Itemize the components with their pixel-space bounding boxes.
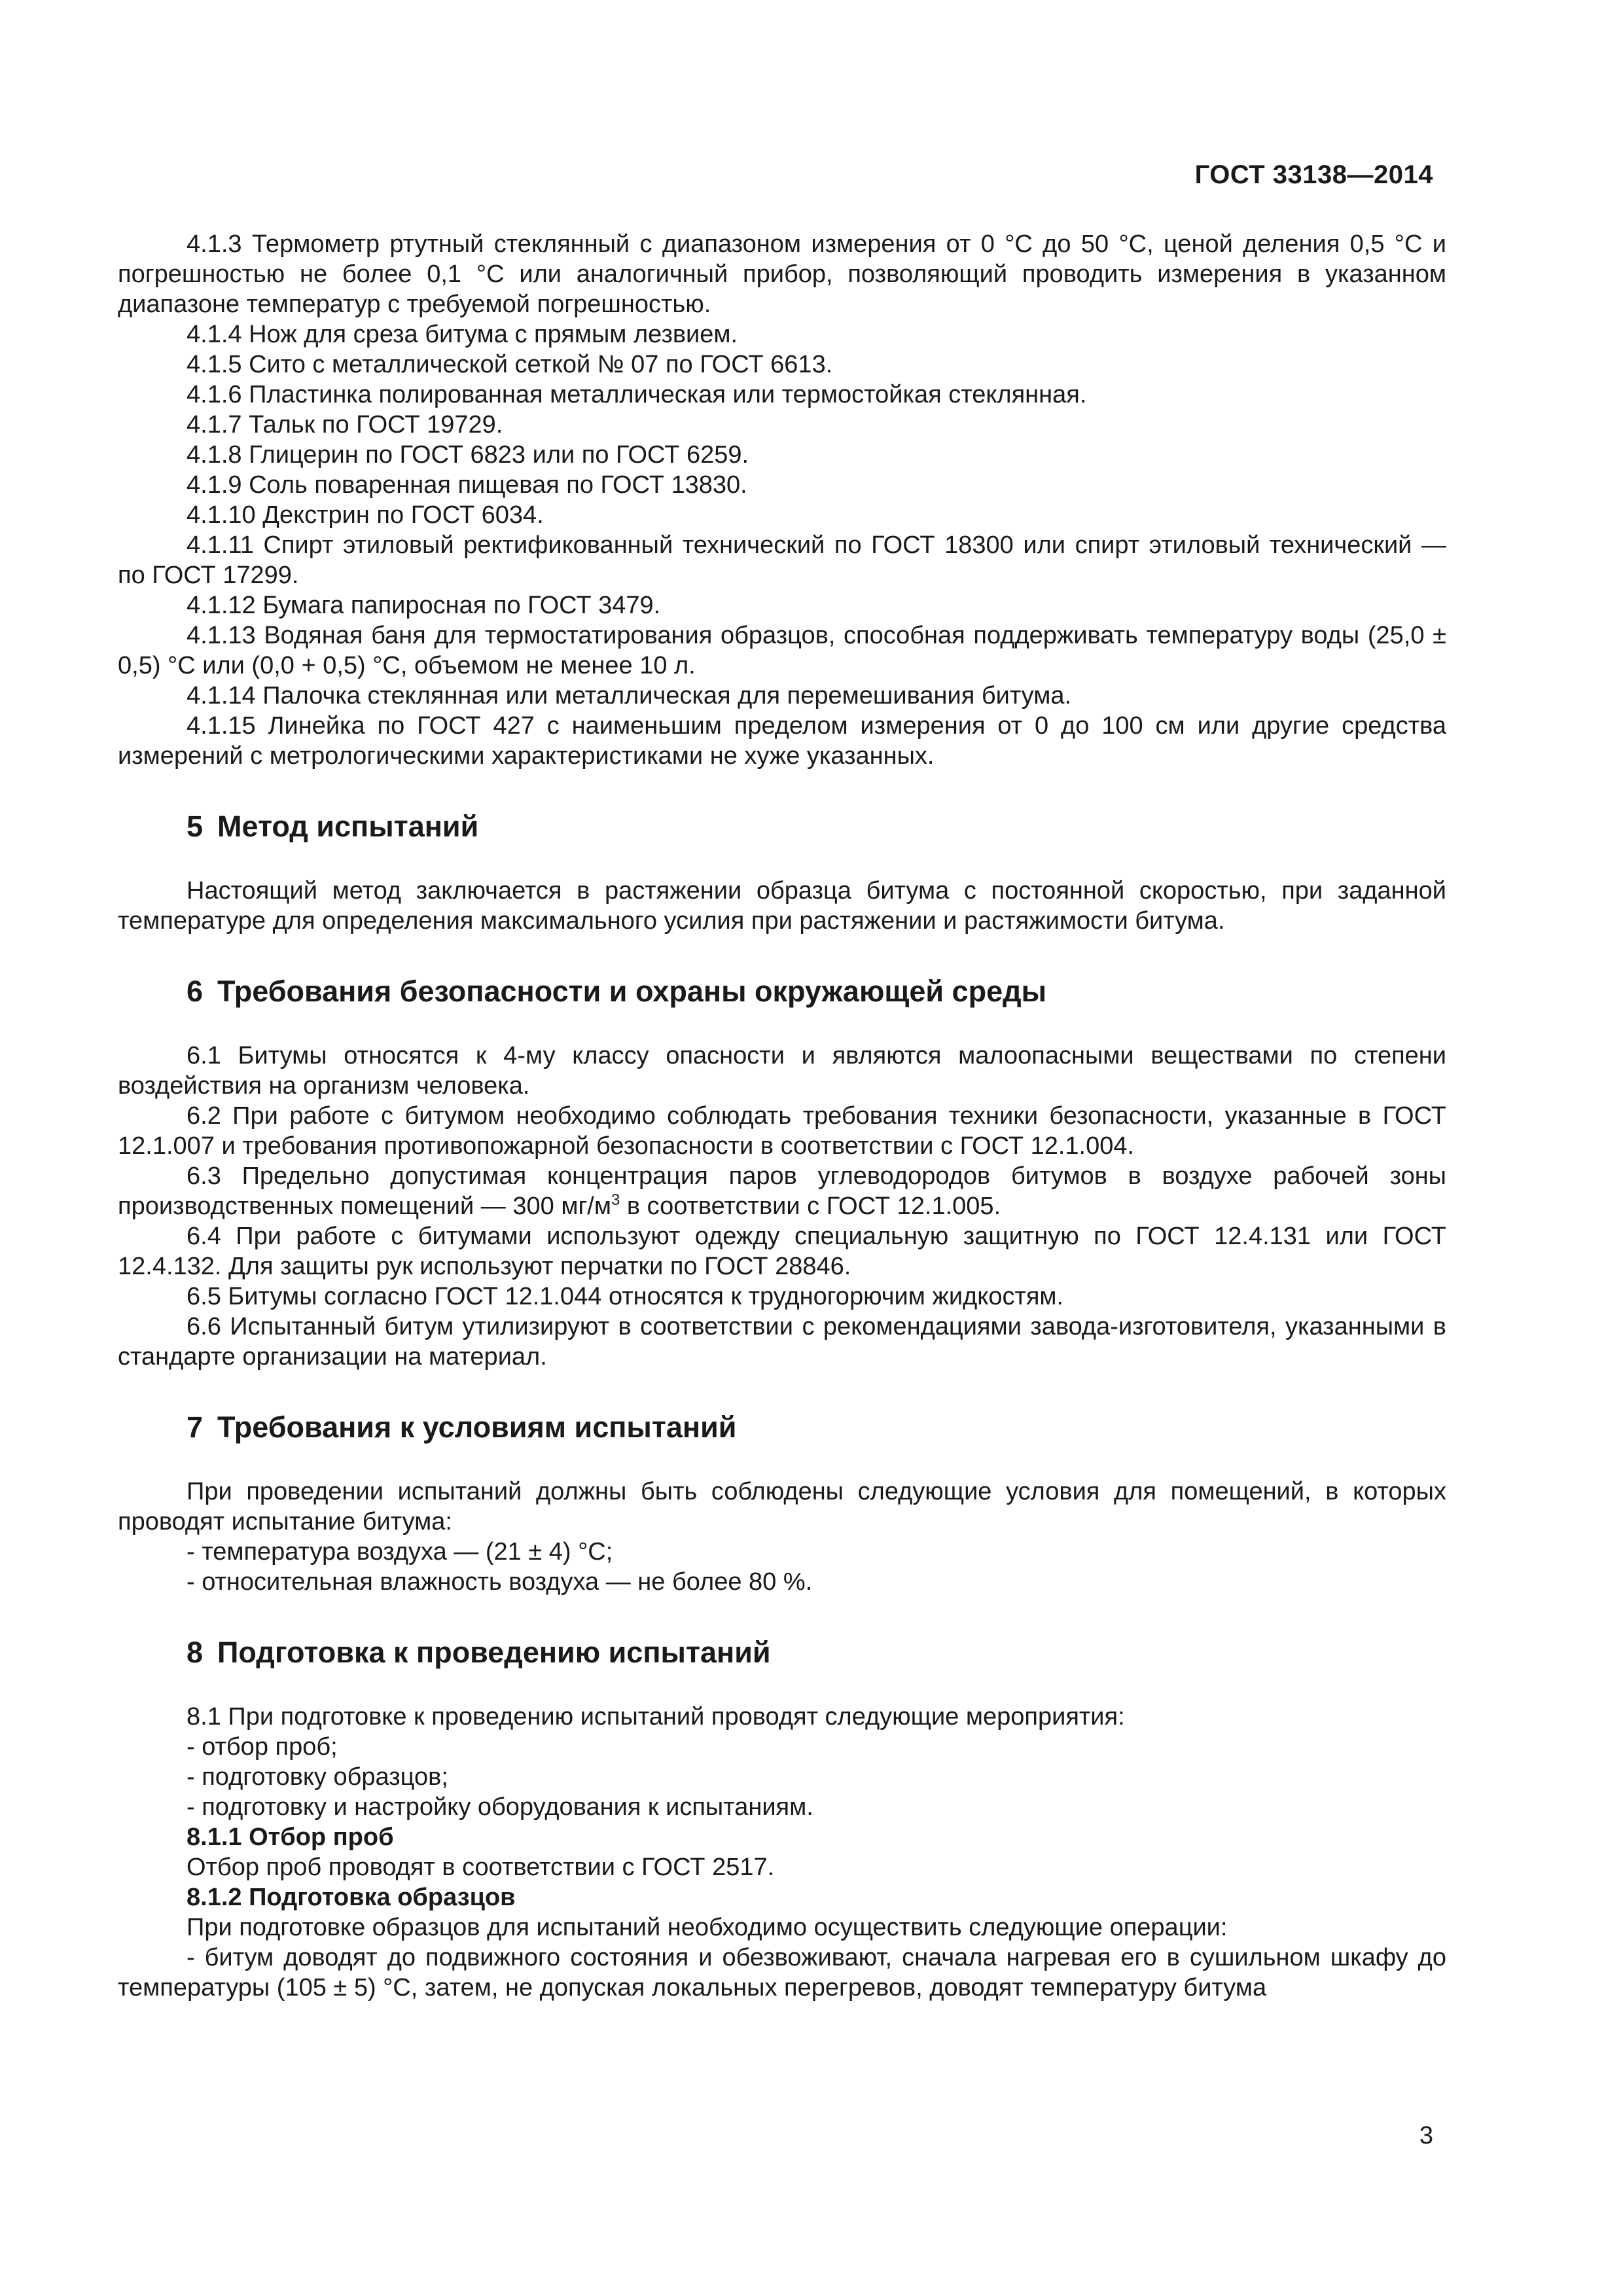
clause-6-1: 6.1 Битумы относятся к 4-му классу опасности и являются малоопасными веществами по степени воздействия на организм человека. — [118, 1042, 1446, 1100]
list-item: - относительная влажность воздуха — не более 80 %. — [187, 1568, 813, 1596]
clause-6-3-text: 6.3 Предельно допустимая концентрация паров углеводородов битумов в воздухе рабочей зоны производственных помещений — 300 мг/м — [118, 1162, 1446, 1220]
subsection-8-1-1-heading: 8.1.1 Отбор проб — [187, 1823, 394, 1851]
superscript: 3 — [611, 1191, 620, 1209]
clause-6-3 — [118, 1161, 1446, 1221]
clause-4-1-12: 4.1.12 Бумага папиросная по ГОСТ 3479. — [187, 592, 661, 619]
standard-code: ГОСТ 33138—2014 — [1194, 160, 1433, 189]
section-6-heading — [118, 974, 1446, 1009]
subsection-8-1-2-heading: 8.1.2 Подготовка образцов — [187, 1884, 516, 1911]
page-number: 3 — [1419, 2122, 1433, 2149]
clause-4-1-5: 4.1.5 Сито с металлической сеткой № 07 по ГОСТ 6613. — [187, 351, 833, 378]
clause-4-1-9: 4.1.9 Соль поваренная пищевая по ГОСТ 13830. — [187, 471, 747, 499]
subsection-8-1-1-text: Отбор проб проводят в соответствии с ГОСТ 2517. — [187, 1854, 775, 1881]
subsection-8-1-2-text: При подготовке образцов для испытаний необходимо осуществить следующие операции: — [187, 1914, 1228, 1941]
clause-4-1-6: 4.1.6 Пластинка полированная металлическая или термостойкая стеклянная. — [187, 381, 1087, 408]
clause-4-1-15: 4.1.15 Линейка по ГОСТ 427 с наименьшим пределом измерения от 0 до 100 см или другие средства измерений с метрологическими характеристиками не хуже указанных. — [118, 712, 1446, 770]
section-7-heading — [118, 1410, 1446, 1445]
clause-4-1-13: 4.1.13 Водяная баня для термостатирования образцов, способная поддерживать температуру воды (25,0 ± 0,5) °С или (0,0 + 0,5) °С, объемом не менее 10 л. — [118, 622, 1446, 679]
clause-6-5: 6.5 Битумы согласно ГОСТ 12.1.044 относятся к трудногорючим жидкостям. — [187, 1283, 1064, 1310]
clause-4-1-10: 4.1.10 Декстрин по ГОСТ 6034. — [187, 501, 544, 529]
list-item: - битум доводят до подвижного состояния и обезвоживают, сначала нагревая его в сушильном шкафу до температуры (105 ± 5) °С, затем, не допуская локальных перегревов, доводят температуру битума — [118, 1944, 1446, 2001]
section-7-paragraph: При проведении испытаний должны быть соблюдены следующие условия для помещений, в которых проводят испытание битума: — [118, 1478, 1446, 1535]
section-5-paragraph: Настоящий метод заключается в растяжении образца битума с постоянной скоростью, при заданной температуре для определения максимального усилия при растяжении и растяжимости битума. — [118, 877, 1446, 935]
section-title: Требования безопасности и охраны окружающей среды — [217, 975, 1047, 1008]
section-number: 7 — [187, 1410, 204, 1444]
clause-8-1: 8.1 При подготовке к проведению испытаний проводят следующие мероприятия: — [187, 1703, 1125, 1731]
section-number: 8 — [187, 1636, 204, 1669]
clause-6-4: 6.4 При работе с битумами используют одежду специальную защитную по ГОСТ 12.4.131 или ГОСТ 12.4.132. Для защиты рук используют перчатки по ГОСТ 28846. — [118, 1223, 1446, 1280]
clause-4-1-11: 4.1.11 Спирт этиловый ректификованный технический по ГОСТ 18300 или спирт этиловый технический — по ГОСТ 17299. — [118, 531, 1446, 589]
clause-4-1-8: 4.1.8 Глицерин по ГОСТ 6823 или по ГОСТ 6259. — [187, 441, 749, 469]
section-number: 6 — [187, 975, 204, 1008]
page-content — [118, 229, 1446, 2003]
clause-6-3-text-end: в соответствии с ГОСТ 12.1.005. — [620, 1193, 1001, 1220]
list-item: - температура воздуха — (21 ± 4) °С; — [187, 1538, 613, 1566]
section-title: Подготовка к проведению испытаний — [217, 1636, 771, 1669]
list-item: - подготовку образцов; — [187, 1763, 448, 1791]
clause-4-1-3: 4.1.3 Термометр ртутный стеклянный с диапазоном измерения от 0 °С до 50 °С, ценой деления 0,5 °С и погрешностью не более 0,1 °С или аналогичный прибор, позволяющий проводить измерения в указанном диапазоне температур с требуемой погрешностью. — [118, 230, 1446, 318]
section-5-heading — [118, 809, 1446, 844]
clause-6-2: 6.2 При работе с битумом необходимо соблюдать требования техники безопасности, указанные в ГОСТ 12.1.007 и требования противопожарной безопасности в соответствии с ГОСТ 12.1.004. — [118, 1102, 1446, 1160]
clause-4-1-14: 4.1.14 Палочка стеклянная или металлическая для перемешивания битума. — [187, 682, 1072, 709]
clause-6-6: 6.6 Испытанный битум утилизируют в соответствии с рекомендациями завода-изготовителя, указанными в стандарте организации на материал. — [118, 1313, 1446, 1371]
list-item: - отбор проб; — [187, 1733, 338, 1761]
section-8-heading — [118, 1635, 1446, 1670]
section-title: Метод испытаний — [217, 810, 479, 843]
clause-4-1-4: 4.1.4 Нож для среза битума с прямым лезвием. — [187, 321, 738, 348]
clause-4-1-7: 4.1.7 Тальк по ГОСТ 19729. — [187, 411, 503, 439]
list-item: - подготовку и настройку оборудования к испытаниям. — [187, 1793, 813, 1821]
section-title: Требования к условиям испытаний — [217, 1410, 737, 1444]
section-number: 5 — [187, 810, 204, 843]
